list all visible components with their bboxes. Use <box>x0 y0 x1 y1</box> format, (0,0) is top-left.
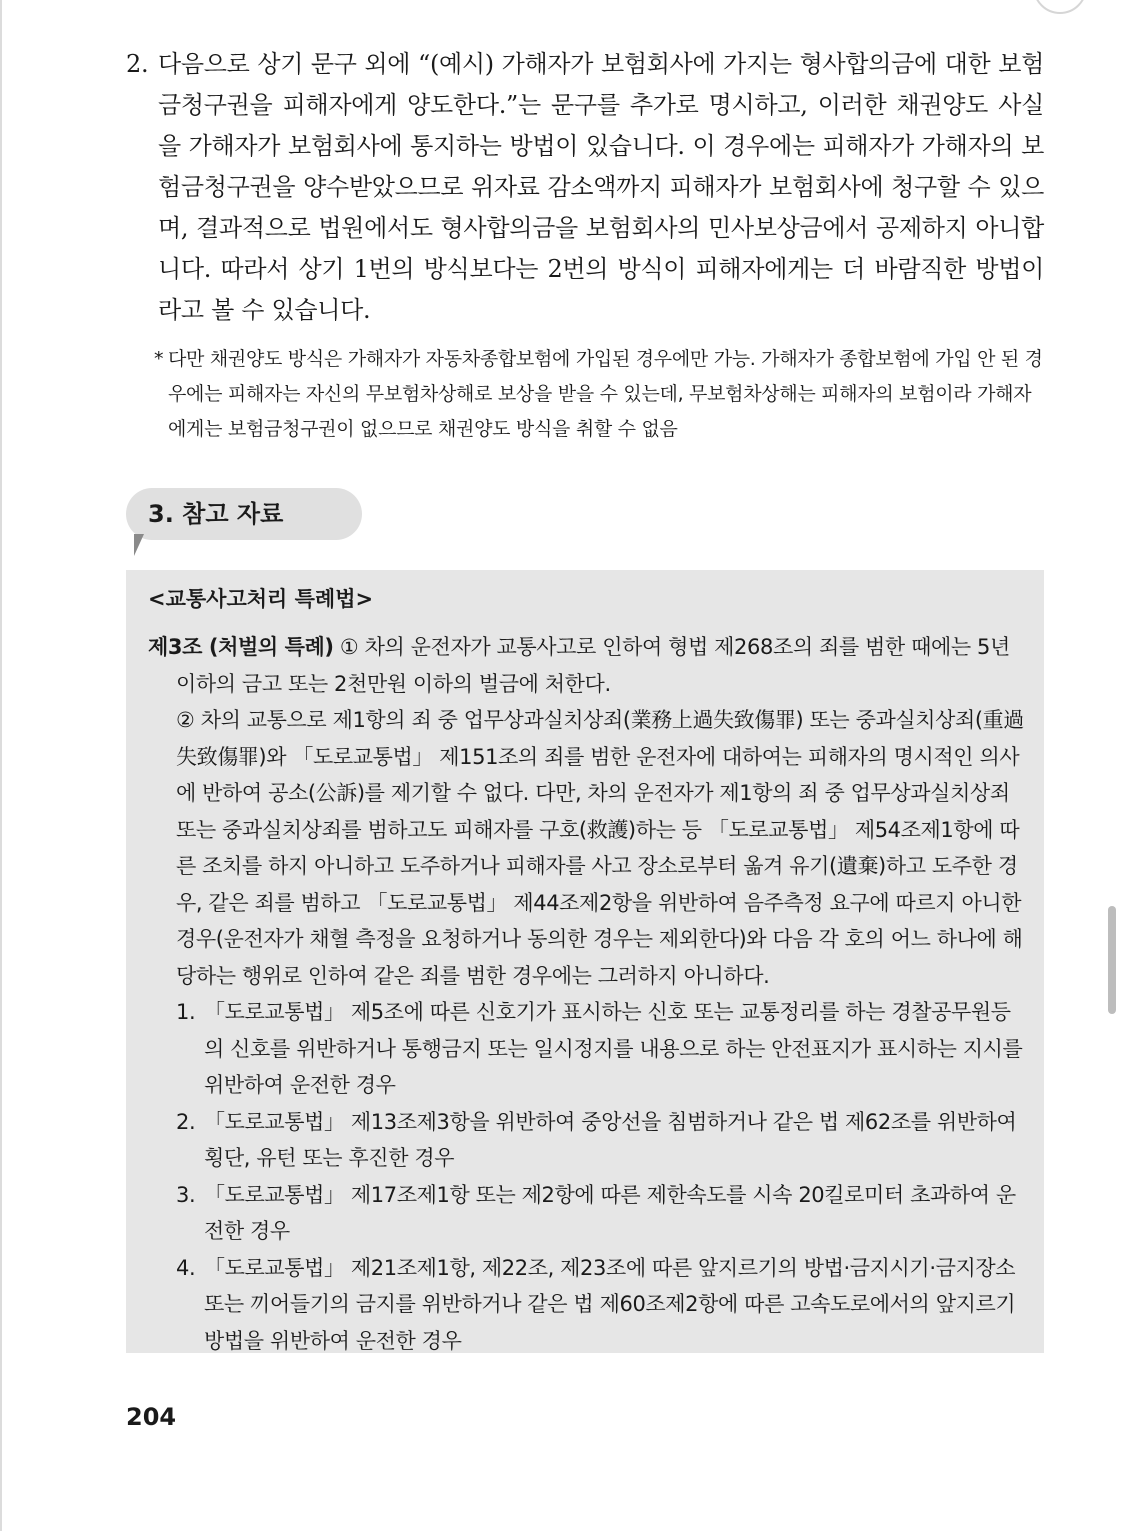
page-number: 204 <box>126 1403 177 1431</box>
section-tab-tail <box>134 534 144 556</box>
list-item-text: 「도로교통법」 제13조제3항을 위반하여 중앙선을 침범하거나 같은 법 제62조를 위반하여 횡단, 유턴 또는 후진한 경우 <box>204 1109 1017 1170</box>
scrollbar-thumb[interactable] <box>1108 906 1116 1014</box>
footnote <box>154 342 1047 447</box>
list-item-text: 「도로교통법」 제21조제1항, 제22조, 제23조에 따른 앞지르기의 방법·금지시기·금지장소 또는 끼어들기의 금지를 위반하거나 같은 법 제60조제2항에 따른 고속도로에서의 앞지르기 방법을 위반하여 운전한 경우 <box>204 1255 1016 1353</box>
section-title: 3. 참고 자료 <box>148 500 284 528</box>
list-item-number: 1. <box>176 1000 196 1024</box>
list-item-text: 「도로교통법」 제17조제1항 또는 제2항에 따른 제한속도를 시속 20킬로미터 초과하여 운전한 경우 <box>204 1182 1016 1243</box>
article-3 <box>148 629 1028 1359</box>
list-item-number: 3. <box>176 1182 196 1207</box>
page-edge-divider <box>0 0 2 1531</box>
list-item <box>148 1250 1028 1360</box>
section-heading-tab <box>126 488 362 540</box>
article-heading: 제3조 (처벌의 특례) <box>148 635 334 659</box>
list-item <box>148 1177 1028 1250</box>
list-item-number: 2. <box>176 1109 196 1134</box>
list-item <box>148 1104 1028 1177</box>
article-clause-2: ② 차의 교통으로 제1항의 죄 중 업무상과실치상죄(業務上過失致傷罪) 또는 중과실치상죄(重過失致傷罪)와 「도로교통법」 제151조의 죄를 범한 운전자에 대하여는 피해자의 명시적인 의사에 반하여 공소(公訴)를 제기할 수 없다. 다만, 차의 운전자가 제1항의 죄 중 업무상과실치상죄 또는 중과실치상죄를 범하고도 피해자를 구호(救護)하는 등 「도로교통법」 제54조제1항에 따른 조치를 하지 아니하고 도주하거나 피해자를 사고 장소로부터 옮겨 유기(遺棄)하고 도주한 경우, 같은 죄를 범하고 「도로교통법」 제44조제2항을 위반하여 음주측정 요구에 따르지 아니한 경우(운전자가 채혈 측정을 요청하거나 동의한 경우는 제외한다)와 다음 각 호의 어느 하나에 해당하는 행위로 인하여 같은 죄를 범한 경우에는 그러하지 아니하다. <box>176 708 1024 988</box>
list-item-number: 4. <box>176 1255 196 1280</box>
numbered-paragraph-2 <box>126 44 1044 331</box>
article-items-list <box>148 994 1028 1359</box>
reference-box <box>126 570 1044 1353</box>
reference-content <box>148 584 1028 1359</box>
footnote-text: 다만 채권양도 방식은 가해자가 자동차종합보험에 가입된 경우에만 가능. 가해자가 종합보험에 가입 안 된 경우에는 피해자는 자신의 무보험차상해로 보상을 받을 수 있는데, 무보험차상해는 피해자의 보험이라 가해자에게는 보험금청구권이 없으므로 채권양도 방식을 취할 수 없음 <box>168 348 1043 440</box>
list-item <box>148 994 1028 1104</box>
law-title: <교통사고처리 특례법> <box>148 587 374 611</box>
clause-1-text: ① 차의 운전자가 교통사고로 인하여 형법 제268조의 죄를 범한 때에는 5년 이하의 금고 또는 2천만원 이하의 벌금에 처한다. <box>176 635 1010 696</box>
paragraph-text: 다음으로 상기 문구 외에 “(예시) 가해자가 보험회사에 가지는 형사합의금에 대한 보험금청구권을 피해자에게 양도한다.”는 문구를 추가로 명시하고, 이러한 채권양도 사실을 가해자가 보험회사에 통지하는 방법이 있습니다. 이 경우에는 피해자가 가해자의 보험금청구권을 양수받았으므로 위자료 감소액까지 피해자가 보험회사에 청구할 수 있으며, 결과적으로 법원에서도 형사합의금을 보험회사의 민사보상금에서 공제하지 아니합니다. 따라서 상기 1번의 방식보다는 2번의 방식이 피해자에게는 더 바람직한 방법이라고 볼 수 있습니다. <box>158 50 1044 324</box>
list-item-text: 「도로교통법」 제5조에 따른 신호기가 표시하는 신호 또는 교통정리를 하는 경찰공무원등의 신호를 위반하거나 통행금지 또는 일시정지를 내용으로 하는 안전표지가 표시하는 지시를 위반하여 운전한 경우 <box>204 1000 1023 1097</box>
paragraph-number: 2. <box>126 50 149 78</box>
article-clause-1 <box>148 629 1028 702</box>
corner-circle-decoration <box>1033 0 1087 14</box>
footnote-mark: * <box>154 348 164 370</box>
